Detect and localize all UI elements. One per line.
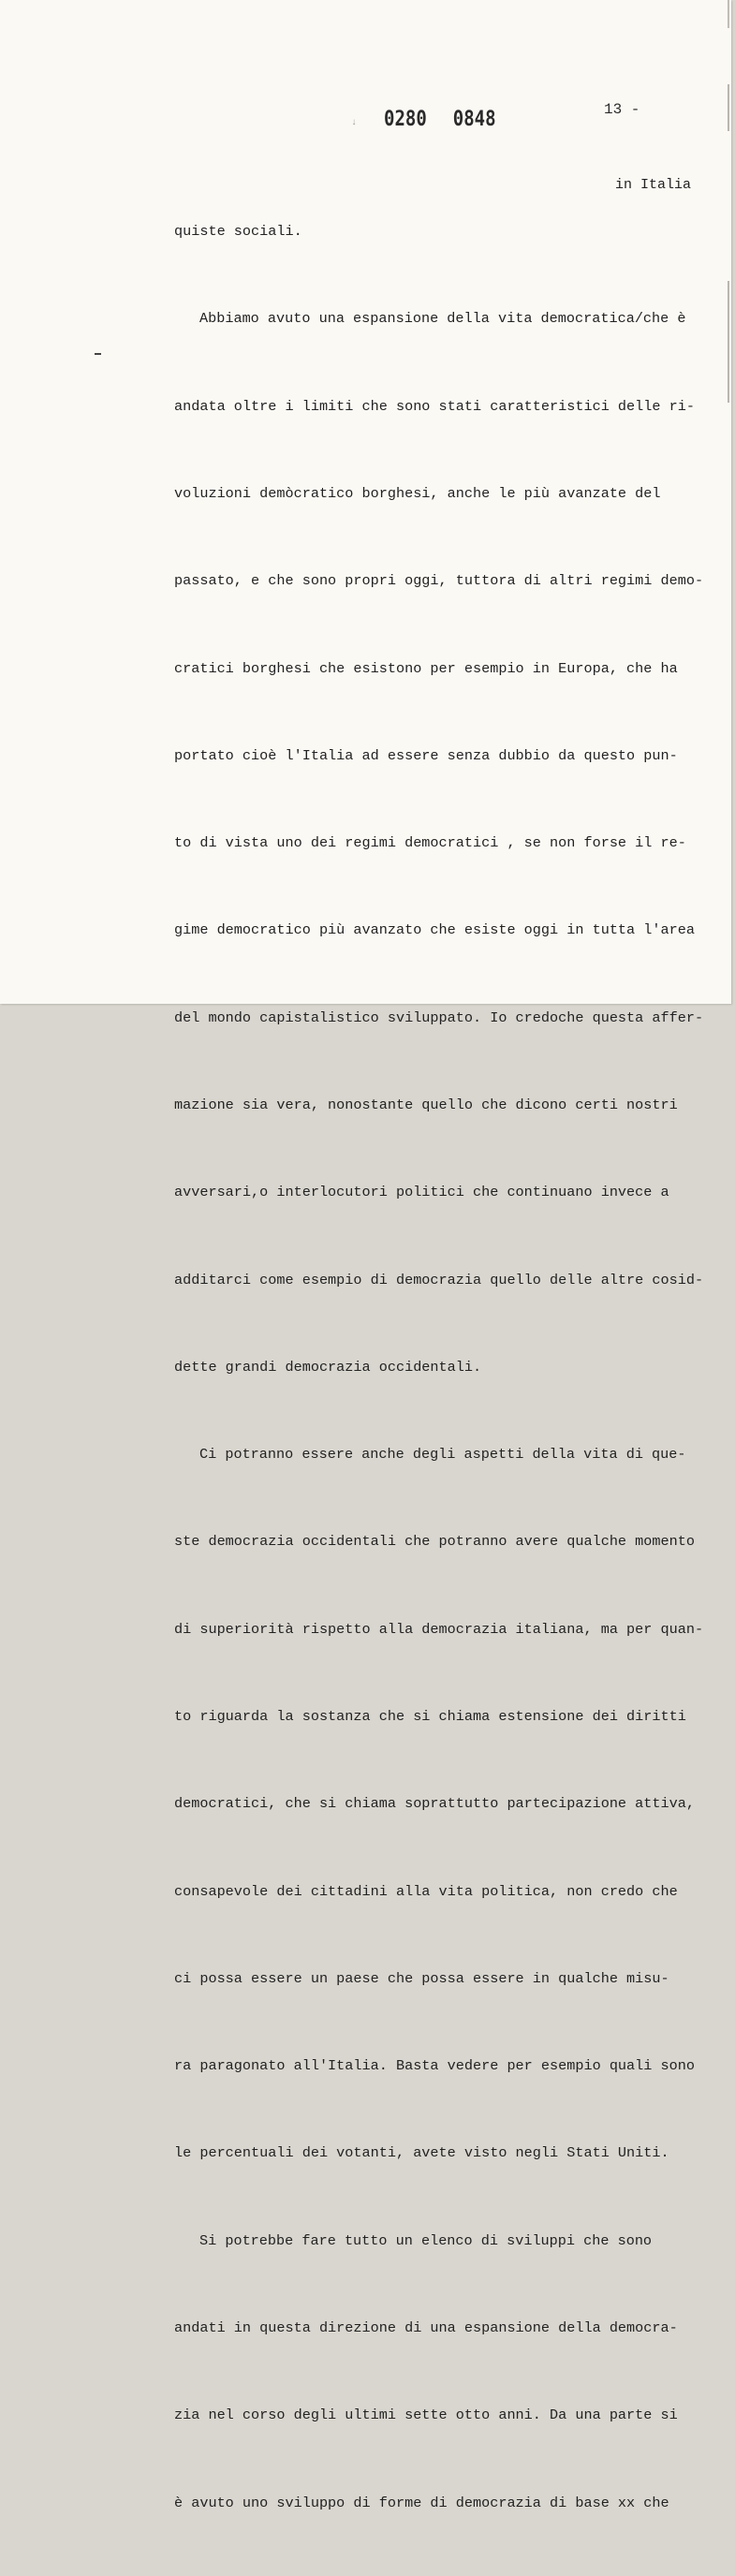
text-line: gime democratico più avanzato che esiste oggi in tutta l'area [174, 921, 695, 939]
text-line: ci possa essere un paese che possa essere in qualche misu- [174, 1969, 669, 1987]
page-number: 13 - [604, 101, 640, 118]
text-line: andati in questa direzione di una espansione della democra- [174, 2318, 678, 2336]
typed-text [174, 159, 728, 2576]
text-line: ra paragonato all'Italia. Basta vedere per esempio quali sono [174, 2057, 695, 2075]
text-line: quiste sociali. [174, 223, 302, 241]
text-line: dette grandi democrazia occidentali. [174, 1358, 482, 1376]
text-line: mazione sia vera, nonostante quello che dicono certi nostri [174, 1097, 678, 1113]
text-line: passato, e che sono propri oggi, tuttora di altri regimi demo- [174, 572, 704, 590]
archive-code-part-2: 0848 [452, 107, 496, 131]
text-line: le percentuali dei votanti, avete visto negli Stati Uniti. [174, 2144, 669, 2162]
text-line: andata oltre i limiti che sono stati caratteristici delle ri- [174, 397, 695, 415]
text-line: voluzioni demòcratico borghesi, anche le più avanzate del [174, 485, 661, 503]
archive-code-part-1: 0280 [384, 107, 427, 131]
archive-code [384, 107, 522, 130]
text-line: zia nel corso degli ultimi sette otto anni. Da una parte si [174, 2407, 678, 2424]
handwritten-insertion: in Italia [615, 177, 692, 193]
text-line: di superiorità rispetto alla democrazia italiana, ma per quan- [174, 1620, 704, 1638]
text-line: avversari,o interlocutori politici che continuano invece a [174, 1184, 669, 1201]
left-margin-mark [95, 353, 101, 355]
text-line: to di vista uno dei regimi democratici , se non forse il re- [174, 834, 686, 852]
text-line: Abbiamo avuto una espansione della vita democratica/che è [199, 310, 686, 328]
text-line: è avuto uno sviluppo di forme di democrazia di base xx che [174, 2494, 669, 2511]
archive-mark: ↓ [351, 118, 358, 128]
text-line: democratici, che si chiama soprattutto partecipazione attiva, [174, 1795, 695, 1813]
text-line: Si potrebbe fare tutto un elenco di sviluppi che sono [199, 2231, 653, 2249]
text-line: ste democrazia occidentali che potranno avere qualche momento [174, 1533, 695, 1551]
text-line: Ci potranno essere anche degli aspetti della vita di que- [199, 1446, 686, 1464]
text-line: consapevole dei cittadini alla vita politica, non credo che [174, 1882, 678, 1900]
text-line: to riguarda la sostanza che si chiama estensione dei diritti [174, 1707, 686, 1725]
text-line: del mondo capistalistico sviluppato. Io credoche questa affer- [174, 1008, 704, 1026]
text-line: additarci come esempio di democrazia quello delle altre cosid- [174, 1271, 704, 1288]
text-line: cratici borghesi che esistono per esempio in Europa, che ha [174, 659, 678, 677]
text-line: portato cioè l'Italia ad essere senza dubbio da questo pun- [174, 746, 678, 764]
